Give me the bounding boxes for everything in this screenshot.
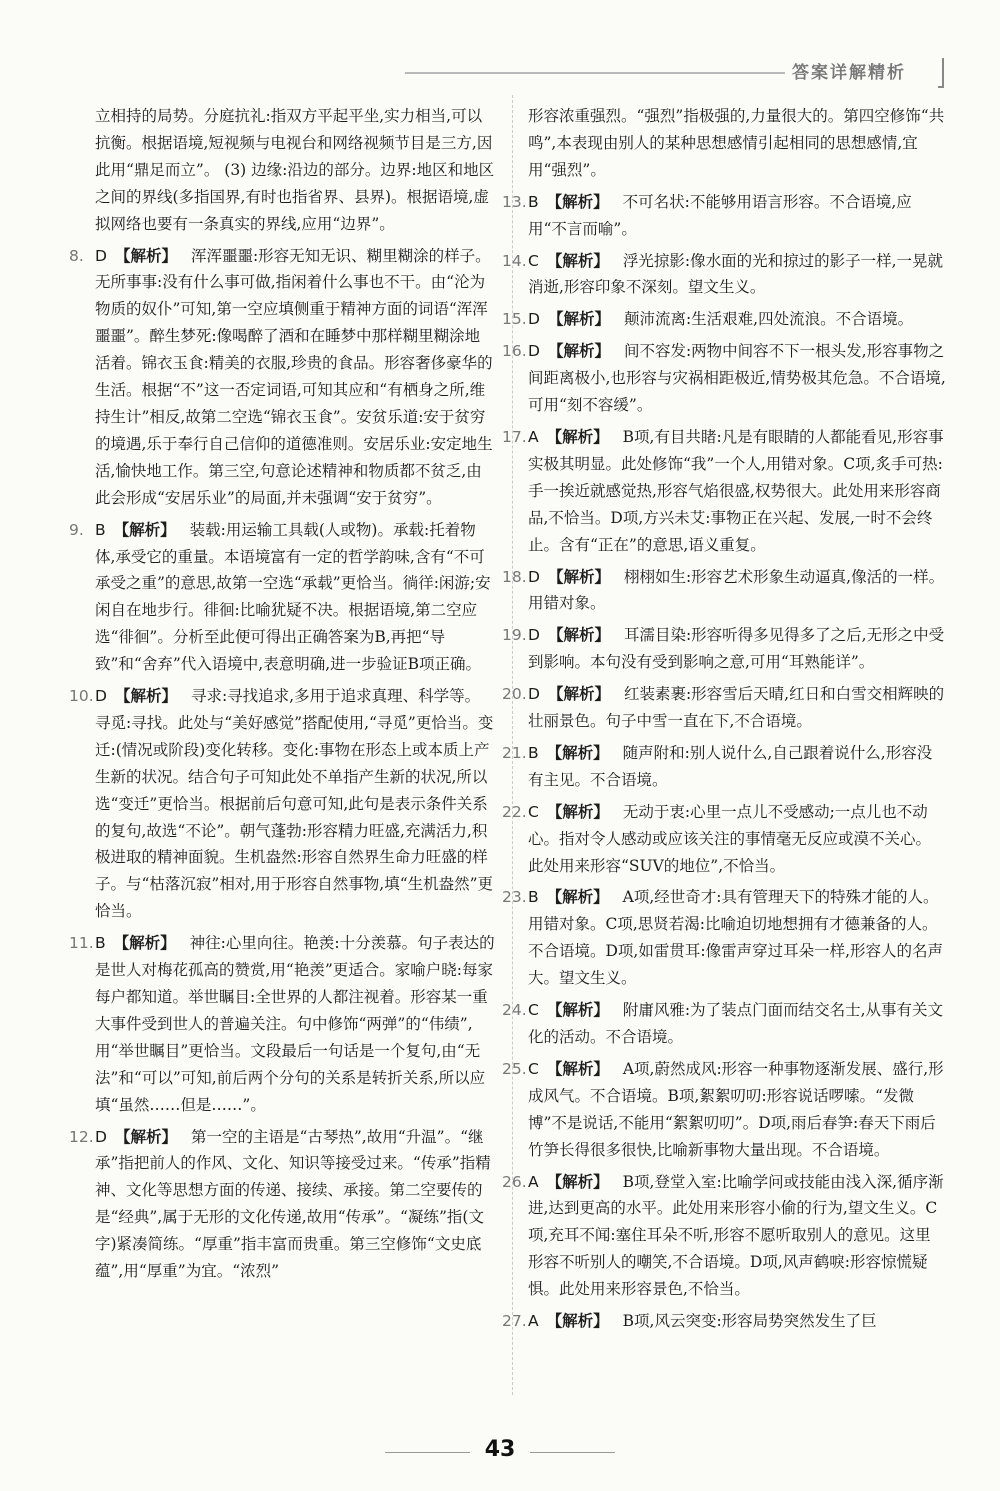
analysis-tag: 【解析】 <box>546 743 609 762</box>
item-number: 14. <box>502 251 527 270</box>
item-number: 25. <box>502 1059 527 1078</box>
answer-entry <box>502 564 946 618</box>
answer-letter: B <box>95 520 106 539</box>
analysis-tag: 【解析】 <box>546 192 609 211</box>
explanation-text: 不可名状:不能够用语言形容。不合语境,应用“不言而喻”。 <box>528 192 912 238</box>
answer-letter: D <box>95 687 107 706</box>
item-number: 23. <box>502 888 527 907</box>
explanation-text: 神往:心里向往。艳羡:十分羡慕。句子表达的是世人对梅花孤高的赞赏,用“艳羡”更适合。家喻户晓:每家每户都知道。举世瞩目:全世界的人都注视着。形容某一重大事件受到世人的普遍关注。句中修饰“两弹”的“伟绩”,用“举世瞩目”更恰当。文段最后一句话是一个复句,由“无法”和“可以”可知,前后两个分句的关系是转折关系,所以应填“虽然……但是……”。 <box>95 934 495 1114</box>
answer-entry <box>69 1124 495 1285</box>
answer-letter: C <box>528 802 539 821</box>
left-column <box>69 103 495 1290</box>
item-number: 24. <box>502 1001 527 1020</box>
answer-entry <box>528 103 946 184</box>
answer-letter: A <box>528 1172 539 1191</box>
answer-letter: D <box>528 685 540 704</box>
answer-letter: C <box>528 1001 539 1020</box>
answer-letter: D <box>95 1127 107 1146</box>
answer-entry <box>502 189 946 243</box>
explanation-text: 装载:用运输工具载(人或物)。承载:托着物体,承受它的重量。本语境富有一定的哲学韵味,含有“不可承受之重”的意思,故第一空选“承载”更恰当。徜徉:闲游;安闲自在地步行。徘徊:比喻犹疑不决。根据语境,第二空应选“徘徊”。分析至此便可得出正确答案为B,再把“导致”和“舍弃”代入语境中,表意明确,进一步验证B项正确。 <box>95 520 491 674</box>
explanation-text: 无动于衷:心里一点儿不受感动;一点儿也不动心。指对令人感动或应该关注的事情毫无反应或漠不关心。此处用来形容“SUV的地位”,不恰当。 <box>528 802 932 875</box>
item-number: 19. <box>502 626 527 645</box>
explanation-text: 立相持的局势。分庭抗礼:指双方平起平坐,实力相当,可以抗衡。根据语境,短视频与电视台和网络视频节目是三方,因此用“鼎足而立”。 (3) 边缘:沿边的部分。边界:地区和地区之间的界线(多指国界,有时也指省界、县界)。根据语境,虚拟网络也要有一条真实的界线,应用“边界”。 <box>95 107 495 233</box>
answer-letter: B <box>528 888 539 907</box>
explanation-text: 浮光掠影:像水面的光和掠过的影子一样,一晃就消逝,形容印象不深刻。望文生义。 <box>528 251 943 297</box>
header-bracket <box>938 58 944 88</box>
footer-rule-right <box>530 1452 615 1453</box>
analysis-tag: 【解析】 <box>546 1312 609 1331</box>
answer-entry <box>502 338 946 419</box>
answer-entry <box>502 740 946 794</box>
analysis-tag: 【解析】 <box>113 520 176 539</box>
item-number: 12. <box>69 1127 94 1146</box>
item-number: 18. <box>502 567 527 586</box>
analysis-tag: 【解析】 <box>547 626 610 645</box>
answer-entry <box>69 243 495 512</box>
analysis-tag: 【解析】 <box>546 802 609 821</box>
answer-entry <box>502 884 946 992</box>
item-number: 27. <box>502 1312 527 1331</box>
analysis-tag: 【解析】 <box>113 934 176 953</box>
item-number: 11. <box>69 934 94 953</box>
explanation-text: 第一空的主语是“古琴热”,故用“升温”。“继承”指把前人的作风、文化、知识等接受过来。“传承”指精神、文化等思想方面的传递、接续、承接。第二空要传的是“经典”,属于无形的文化传递,故用“传承”。“凝练”指(文字)紧凑简练。“厚重”指丰富而贵重。第三空修饰“文史底蕴”,用“厚重”为宜。“浓烈” <box>95 1127 491 1281</box>
answer-entry <box>502 997 946 1051</box>
explanation-text: 随声附和:别人说什么,自己跟着说什么,形容没有主见。不合语境。 <box>528 743 933 789</box>
explanation-text: 耳濡目染:形容听得多见得多了之后,无形之中受到影响。本句没有受到影响之意,可用“耳熟能详”。 <box>528 626 945 672</box>
page-number: 43 <box>484 1437 516 1462</box>
answer-letter: D <box>528 567 540 586</box>
answer-letter: B <box>95 934 106 953</box>
answer-entry <box>502 1056 946 1164</box>
analysis-tag: 【解析】 <box>546 427 609 446</box>
answer-letter: B <box>528 743 539 762</box>
answer-entry <box>502 306 946 333</box>
explanation-text: B项,有目共睹:凡是有眼睛的人都能看见,形容事实极其明显。此处修饰“我”一个人,用错对象。C项,炙手可热:手一挨近就感觉热,形容气焰很盛,权势很大。此处用来形容商品,不恰当。D项,方兴未艾:事物正在兴起、发展,一时不会终止。含有“正在”的意思,语义重复。 <box>528 427 944 554</box>
analysis-tag: 【解析】 <box>114 246 177 265</box>
item-number: 10. <box>69 687 94 706</box>
answer-letter: C <box>528 1059 539 1078</box>
analysis-tag: 【解析】 <box>547 567 610 586</box>
answer-letter: B <box>528 192 539 211</box>
item-number: 22. <box>502 802 527 821</box>
answer-entry <box>502 424 946 559</box>
answer-entry <box>502 799 946 880</box>
item-number: 21. <box>502 743 527 762</box>
answer-entry <box>502 1169 946 1304</box>
answer-entry <box>69 517 495 678</box>
right-column <box>502 103 946 1340</box>
analysis-tag: 【解析】 <box>547 685 610 704</box>
answer-entry <box>502 681 946 735</box>
analysis-tag: 【解析】 <box>546 251 609 270</box>
analysis-tag: 【解析】 <box>114 687 177 706</box>
item-number: 26. <box>502 1172 527 1191</box>
explanation-text: 间不容发:两物中间容不下一根头发,形容事物之间距离极小,也形容与灾祸相距极近,情势极其危急。不合语境,可用“刻不容缓”。 <box>528 342 946 415</box>
analysis-tag: 【解析】 <box>114 1127 177 1146</box>
item-number: 20. <box>502 685 527 704</box>
answer-entry <box>502 1308 946 1335</box>
explanation-text: B项,风云突变:形容局势突然发生了巨 <box>622 1312 877 1331</box>
answer-letter: D <box>528 310 540 329</box>
item-number: 9. <box>69 520 84 539</box>
analysis-tag: 【解析】 <box>546 888 609 907</box>
explanation-text: A项,蔚然成风:形容一种事物逐渐发展、盛行,形成风气。不合语境。B项,絮絮叨叨:形容说话啰嗦。“发微博”不是说话,不能用“絮絮叨叨”。D项,雨后春笋:春天下雨后竹笋长得很多很快,比喻新事物大量出现。不合语境。 <box>528 1059 944 1159</box>
analysis-tag: 【解析】 <box>546 1059 609 1078</box>
answer-entry <box>502 622 946 676</box>
header-title: 答案详解精析 <box>792 63 906 83</box>
explanation-text: A项,经世奇才:具有管理天下的特殊才能的人。用错对象。C项,思贤若渴:比喻迫切地想拥有才德兼备的人。不合语境。D项,如雷贯耳:像雷声穿过耳朵一样,形容人的名声大。望文生义。 <box>528 888 944 988</box>
explanation-text: 颠沛流离:生活艰难,四处流浪。不合语境。 <box>623 310 914 329</box>
item-number: 17. <box>502 427 527 446</box>
analysis-tag: 【解析】 <box>547 342 610 361</box>
analysis-tag: 【解析】 <box>547 310 610 329</box>
answer-entry <box>95 103 495 238</box>
item-number: 15. <box>502 310 527 329</box>
answer-letter: A <box>528 1312 539 1331</box>
answer-entry <box>69 683 495 925</box>
answer-letter: D <box>95 246 107 265</box>
item-number: 16. <box>502 342 527 361</box>
answer-entry <box>502 248 946 302</box>
explanation-text: 寻求:寻找追求,多用于追求真理、科学等。寻觅:寻找。此处与“美好感觉”搭配使用,“寻觅”更恰当。变迁:(情况或阶段)变化转移。变化:事物在形态上或本质上产生新的状况。结合句子可知此处不单指产生新的状况,所以选“变迁”更恰当。根据前后句意可知,此句是表示条件关系的复句,故选“不论”。朝气蓬勃:形容精力旺盛,充满活力,积极进取的精神面貌。生机盎然:形容自然界生命力旺盛的样子。与“枯落沉寂”相对,用于形容自然事物,填“生机盎然”更恰当。 <box>95 687 494 921</box>
analysis-tag: 【解析】 <box>546 1001 609 1020</box>
explanation-text: 栩栩如生:形容艺术形象生动逼真,像活的一样。用错对象。 <box>528 567 945 613</box>
explanation-text: 红装素裹:形容雪后天晴,红日和白雪交相辉映的壮丽景色。句子中雪一直在下,不合语境。 <box>528 685 945 731</box>
item-number: 8. <box>69 246 84 265</box>
answer-entry <box>69 930 495 1118</box>
explanation-text: 附庸风雅:为了装点门面而结交名士,从事有关文化的活动。不合语境。 <box>528 1001 943 1046</box>
answer-letter: D <box>528 342 540 361</box>
header-rule <box>405 72 785 74</box>
item-number: 13. <box>502 192 527 211</box>
explanation-text: B项,登堂入室:比喻学问或技能由浅入深,循序渐进,达到更高的水平。此处用来形容小偷的行为,望文生义。C项,充耳不闻:塞住耳朵不听,形容不愿听取别人的意见。这里形容不听别人的嘲笑,不合语境。D项,风声鹤唳:形容惊慌疑惧。此处用来形容景色,不恰当。 <box>528 1172 944 1299</box>
answer-letter: A <box>528 427 539 446</box>
explanation-text: 浑浑噩噩:形容无知无识、糊里糊涂的样子。无所事事:没有什么事可做,指闲着什么事也不干。由“沦为物质的奴仆”可知,第一空应填侧重于精神方面的词语“浑浑噩噩”。醉生梦死:像喝醉了酒和在睡梦中那样糊里糊涂地活着。锦衣玉食:精美的衣服,珍贵的食品。形容奢侈豪华的生活。根据“不”这一否定词语,可知其应和“有栖身之所,维持生计”相反,故第二空选“锦衣玉食”。安贫乐道:安于贫穷的境遇,乐于奉行自己信仰的道德准则。安居乐业:安定地生活,愉快地工作。第三空,句意论述精神和物质都不贫乏,由此会形成“安居乐业”的局面,并未强调“安于贫穷”。 <box>95 246 493 507</box>
answer-letter: D <box>528 626 540 645</box>
explanation-text: 形容浓重强烈。“强烈”指极强的,力量很大的。第四空修饰“共鸣”,本表现由别人的某种思想感情引起相同的思想感情,宜用“强烈”。 <box>528 107 945 179</box>
answer-letter: C <box>528 251 539 270</box>
analysis-tag: 【解析】 <box>546 1172 609 1191</box>
